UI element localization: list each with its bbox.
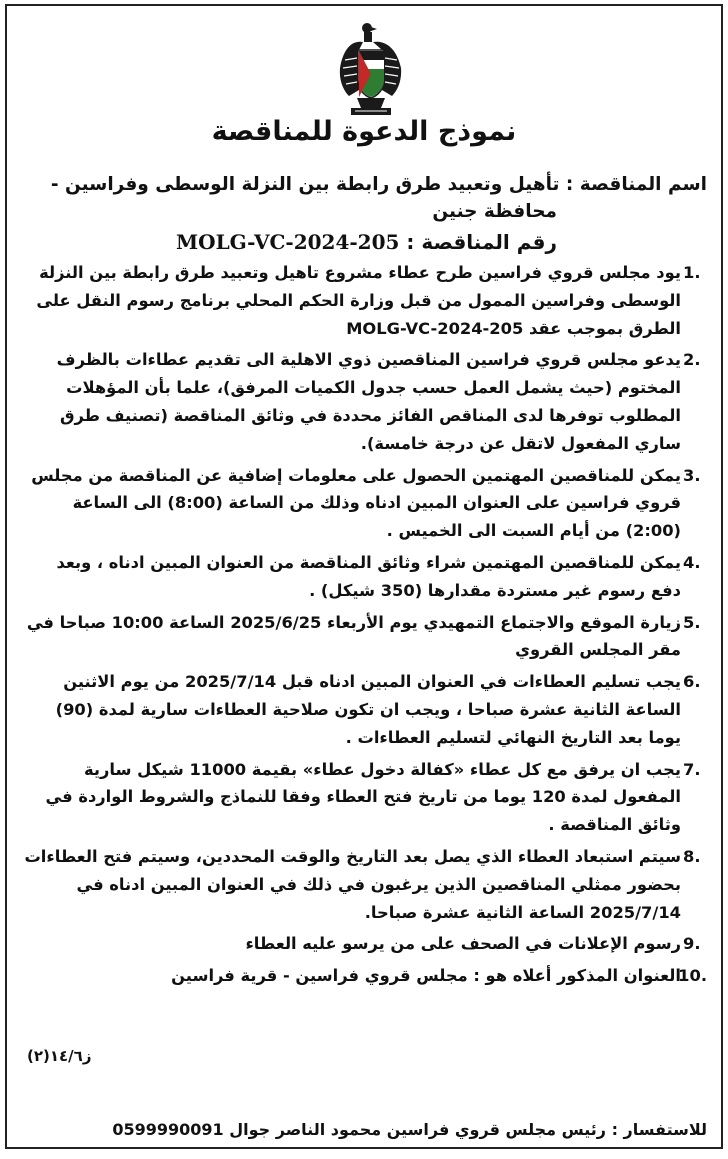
tender-notice	[5, 4, 723, 1149]
page-title: نموذج الدعوة للمناقصة	[211, 116, 517, 147]
item-text: سيتم استبعاد العطاء الذي يصل بعد التاريخ والوقت المحددين، وسيتم فتح العطاءات بحضور ممثلي المناقصين الذين يرغبون في ذلك في العنوان المبين ادناه في 2025/7/14 الساعة الثانية عشرة صباحا.	[24, 846, 681, 922]
tender-number	[21, 227, 707, 257]
list-item	[21, 930, 707, 958]
list-item	[21, 668, 707, 751]
item-number: .6	[683, 672, 701, 692]
list-item	[21, 962, 707, 990]
item-number: .8	[683, 846, 701, 866]
list-item	[21, 346, 707, 457]
item-number: .5	[683, 612, 701, 632]
item-number: .10	[678, 966, 707, 986]
item-text: يمكن للمناقصين المهتمين شراء وثائق المناقصة من العنوان المبين ادناه ، وبعد دفع رسوم غير مستردة مقدارها (350 شيكل) .	[56, 552, 681, 600]
tender-name-line1: اسم المناقصة : تأهيل وتعبيد طرق رابطة بين النزلة الوسطى وفراسين -	[50, 174, 707, 195]
item-number: .7	[683, 759, 701, 779]
list-item	[21, 549, 707, 605]
notice-body	[21, 171, 707, 994]
item-text: يدعو مجلس قروي فراسين المناقصين ذوي الاهلية الى تقديم عطاءات بالظرف المختوم (حيث يشمل العمل حسب جدول الكميات المرفق)، علما بأن المؤهلات المطلوب توفرها لدى المناقص الفائز محددة في وثائق المناقصة (تصنيف طرق ساري المفعول لاتقل عن درجة خامسة).	[56, 350, 681, 453]
item-number: .1	[683, 263, 701, 282]
item-text: رسوم الإعلانات في الصحف على من يرسو عليه العطاء	[245, 934, 681, 954]
list-item	[21, 756, 707, 839]
item-number: .2	[683, 350, 701, 370]
tender-name-line2: محافظة جنين	[432, 201, 557, 222]
list-item	[21, 843, 707, 926]
tender-number-label: رقم المناقصة :	[406, 230, 557, 254]
item-text: يمكن للمناقصين المهتمين الحصول على معلومات إضافية عن المناقصة من مجلس قروي فراسين على العنوان المبين ادناه وذلك من الساعة (8:00) الى الساعة (2:00) من أيام السبت الى الخميس .	[31, 465, 681, 541]
list-item	[21, 462, 707, 545]
item-number: .9	[683, 934, 701, 954]
conditions-list	[21, 259, 707, 990]
item-text: يجب ان يرفق مع كل عطاء «كفالة دخول عطاء» بقيمة 11000 شيكل سارية المفعول لمدة 120 يوما من تاريخ فتح العطاء وفقا للنماذج والشروط الواردة في وثائق المناقصة .	[45, 759, 681, 835]
list-item	[21, 259, 707, 342]
item-text: العنوان المذكور أعلاه هو : مجلس قروي فراسين - قرية فراسين	[171, 966, 681, 986]
contact-line: للاستفسار : رئيس مجلس قروي فراسين محمود الناصر جوال 0599990091	[112, 1120, 707, 1139]
reference-code: ز١٤/٦(٢)	[27, 1047, 92, 1065]
item-number: .3	[683, 465, 701, 485]
list-item	[21, 609, 707, 665]
item-text: زيارة الموقع والاجتماع التمهيدي يوم الأربعاء 2025/6/25 الساعة 10:00 صباحا في مقر المجلس القروي	[26, 612, 681, 660]
item-text: يود مجلس قروي فراسين طرح عطاء مشروع تاهيل وتعبيد طرق رابطة بين النزلة الوسطى وفراسين الممول من قبل وزارة الحكم المحلي برنامج رسوم النقل على الطرق بموجب عقد MOLG-VC-2024-205	[36, 263, 681, 338]
item-number: .4	[683, 552, 701, 572]
item-text: يجب تسليم العطاءات في العنوان المبين ادناه قبل 2025/7/14 من يوم الاثنين الساعة الثانية عشرة صباحا ، ويجب ان تكون صلاحية العطاءات سارية لمدة (90) يوما بعد التاريخ النهائي لتسليم العطاءات .	[55, 672, 681, 747]
tender-name	[21, 171, 707, 225]
palestinian-eagle-icon	[337, 20, 405, 118]
tender-number-value: MOLG-VC-2024-205	[176, 230, 400, 254]
